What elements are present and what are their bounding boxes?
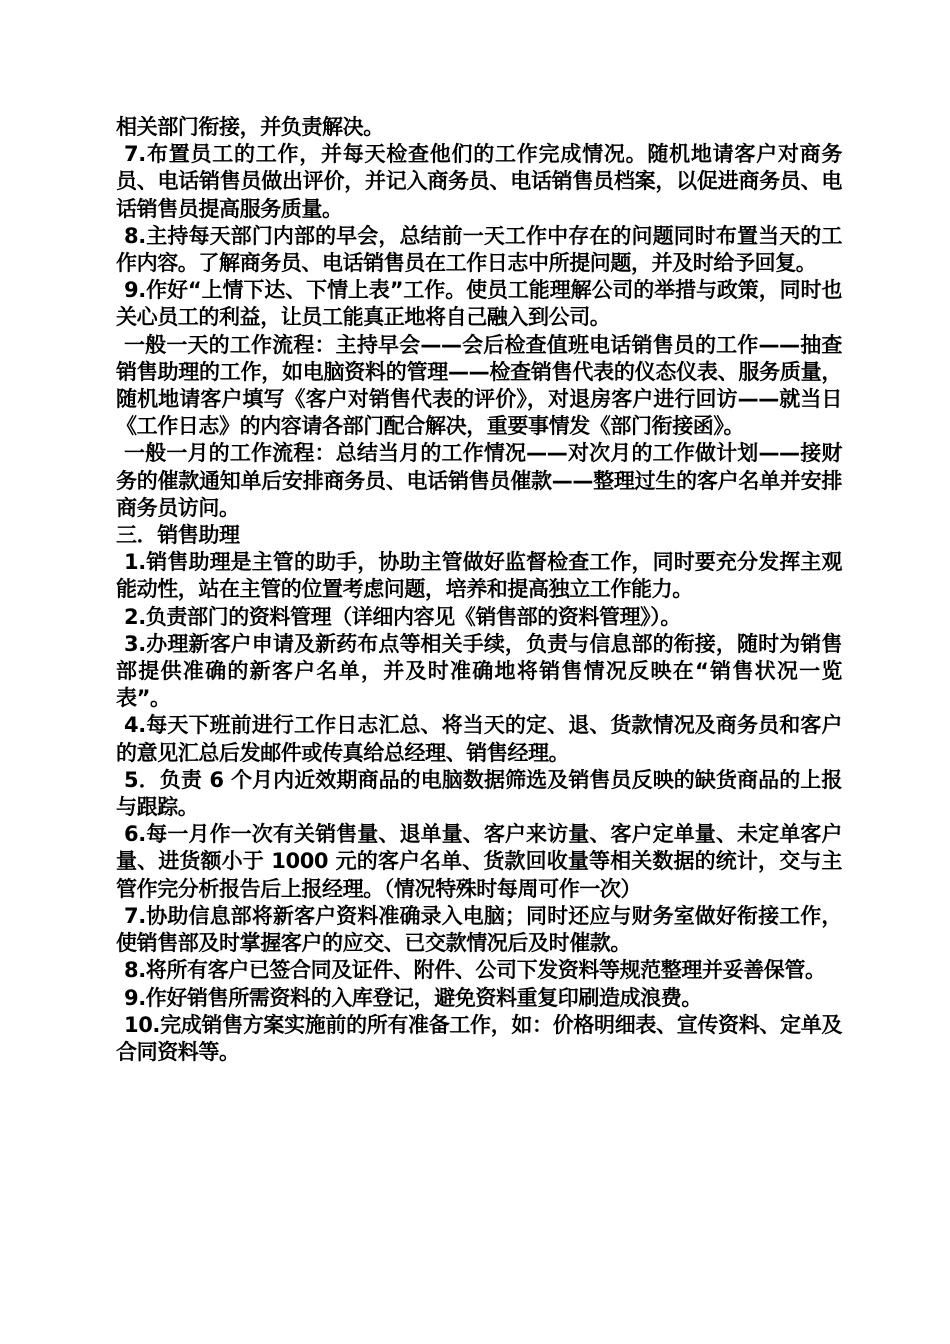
paragraph-item-8: 8.主持每天部门内部的早会，总结前一天工作中存在的问题同时布置当天的工作内容。了解商务员、电话销售员在工作日志中所提问题，并及时给予回复。 xyxy=(116,223,842,276)
paragraph-assistant-item-2: 2.负责部门的资料管理（详细内容见《销售部的资料管理》）。 xyxy=(124,604,681,629)
paragraph-assistant-item-9: 9.作好销售所需资料的入库登记，避免资料重复印刷造成浪费。 xyxy=(124,985,702,1010)
paragraph-daily-workflow: 一般一天的工作流程：主持早会——会后检查值班电话销售员的工作——抽查销售助理的工作，如电脑资料的管理——检查销售代表的仪态仪表、服务质量，随机地请客户填写《客户对销售代表的评价》，对退房客户进行回访——就当日《工作日志》的内容请各部门配合解决，重要事情发《部门衔接函》。 xyxy=(116,332,842,439)
paragraph-assistant-item-10: 10.完成销售方案实施前的所有准备工作，如：价格明细表、宣传资料、定单及合同资料等。 xyxy=(116,1012,842,1064)
paragraph-monthly-workflow: 一般一月的工作流程：总结当月的工作情况——对次月的工作做计划——接财务的催款通知单后安排商务员、电话销售员催款——整理过生的客户名单并安排商务员访问。 xyxy=(116,441,842,520)
paragraph-assistant-item-5: 5．负责 6 个月内近效期商品的电脑数据筛选及销售员反映的缺货商品的上报与跟踪。 xyxy=(116,767,842,820)
paragraph-assistant-item-8: 8.将所有客户已签合同及证件、附件、公司下发资料等规范整理并妥善保管。 xyxy=(124,958,826,983)
paragraph-assistant-item-7: 7.协助信息部将新客户资料准确录入电脑；同时还应与财务室做好衔接工作，使销售部及时掌握客户的应交、已交款情况后及时催款。 xyxy=(116,903,842,956)
paragraph-item-7: 7.布置员工的工作，并每天检查他们的工作完成情况。随机地请客户对商务员、电话销售员做出评价，并记入商务员、电话销售员档案，以促进商务员、电话销售员提高服务质量。 xyxy=(116,142,842,221)
section-heading-sales-assistant: 三．销售助理 xyxy=(116,523,240,548)
paragraph-assistant-item-6: 6.每一月作一次有关销售量、退单量、客户来访量、客户定单量、未定单客户量、进货额小于 1000 元的客户名单、货款回收量等相关数据的统计，交与主管作完分析报告后上报经理。（情况特殊时每周可作一次） xyxy=(116,822,842,901)
paragraph-continuation: 相关部门衔接，并负责解决。 xyxy=(116,115,384,139)
paragraph-assistant-item-1: 1.销售助理是主管的助手，协助主管做好监督检查工作，同时要充分发挥主观能动性，站在主管的位置考虑问题，培养和提高独立工作能力。 xyxy=(116,550,842,602)
paragraph-assistant-item-4: 4.每天下班前进行工作日志汇总、将当天的定、退、货款情况及商务员和客户的意见汇总后发邮件或传真给总经理、销售经理。 xyxy=(116,713,842,765)
paragraph-assistant-item-3: 3.办理新客户申请及新药布点等相关手续，负责与信息部的衔接，随时为销售部提供准确的新客户名单，并及时准确地将销售情况反映在“销售状况一览表”。 xyxy=(116,631,842,711)
paragraph-item-9: 9.作好“上情下达、下情上表”工作。使员工能理解公司的举措与政策，同时也关心员工的利益，让员工能真正地将自己融入到公司。 xyxy=(116,278,842,330)
document-body xyxy=(116,114,842,1066)
